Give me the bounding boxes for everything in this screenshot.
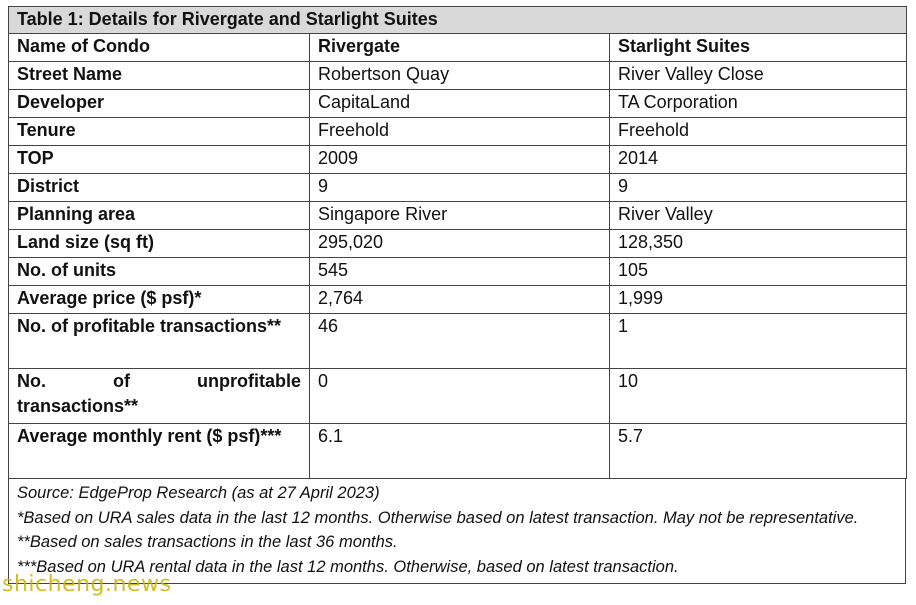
table-cell: 2014 (610, 146, 907, 174)
table-title-row (9, 7, 907, 34)
watermark: shicheng.news (2, 572, 172, 597)
table-footnotes (8, 479, 906, 584)
footnote-3: ***Based on URA rental data in the last 12 months. Otherwise, based on latest transaction. (17, 557, 679, 576)
row-label: No. of units (9, 258, 310, 286)
table-cell: CapitaLand (310, 90, 610, 118)
row-label: Planning area (9, 202, 310, 230)
table-cell: 2009 (310, 146, 610, 174)
row-label: TOP (9, 146, 310, 174)
table-row (9, 146, 907, 174)
table-cell: 1 (610, 314, 907, 369)
table-row (9, 174, 907, 202)
row-label: No. of profitable transactions** (9, 314, 310, 369)
row-label: Developer (9, 90, 310, 118)
table-cell: 6.1 (310, 424, 610, 479)
table-cell: 9 (610, 174, 907, 202)
details-table (8, 6, 907, 479)
row-label: Average monthly rent ($ psf)*** (9, 424, 310, 479)
table-row (9, 314, 907, 369)
table-container (8, 6, 906, 584)
table-cell: 9 (310, 174, 610, 202)
row-label: Tenure (9, 118, 310, 146)
footnote-1: *Based on URA sales data in the last 12 months. Otherwise based on latest transaction. May not be representative. (17, 508, 859, 527)
table-row (9, 230, 907, 258)
table-cell: Singapore River (310, 202, 610, 230)
header-cell: Name of Condo (9, 34, 310, 62)
row-label: No. of unprofitable transactions** (9, 369, 310, 424)
row-label: Street Name (9, 62, 310, 90)
table-row (9, 286, 907, 314)
table-cell: River Valley Close (610, 62, 907, 90)
row-label: District (9, 174, 310, 202)
table-cell: 128,350 (610, 230, 907, 258)
table-row (9, 118, 907, 146)
table-row (9, 424, 907, 479)
table-row (9, 62, 907, 90)
header-cell: Starlight Suites (610, 34, 907, 62)
header-cell: Rivergate (310, 34, 610, 62)
row-label: Average price ($ psf)* (9, 286, 310, 314)
table-row (9, 369, 907, 424)
table-cell: Robertson Quay (310, 62, 610, 90)
footnote-2: **Based on sales transactions in the last 36 months. (17, 533, 398, 551)
table-cell: Freehold (310, 118, 610, 146)
table-cell: 5.7 (610, 424, 907, 479)
table-cell: 105 (610, 258, 907, 286)
table-cell: 1,999 (610, 286, 907, 314)
table-row (9, 202, 907, 230)
table-row (9, 90, 907, 118)
table-header-row (9, 34, 907, 62)
table-cell: 295,020 (310, 230, 610, 258)
row-label: Land size (sq ft) (9, 230, 310, 258)
table-cell: Freehold (610, 118, 907, 146)
table-cell: 10 (610, 369, 907, 424)
table-title: Table 1: Details for Rivergate and Starlight Suites (9, 7, 907, 34)
table-cell: TA Corporation (610, 90, 907, 118)
table-cell: River Valley (610, 202, 907, 230)
table-cell: 2,764 (310, 286, 610, 314)
table-cell: 545 (310, 258, 610, 286)
table-cell: 46 (310, 314, 610, 369)
source-note: Source: EdgeProp Research (as at 27 April 2023) (17, 484, 380, 502)
table-row (9, 258, 907, 286)
table-cell: 0 (310, 369, 610, 424)
